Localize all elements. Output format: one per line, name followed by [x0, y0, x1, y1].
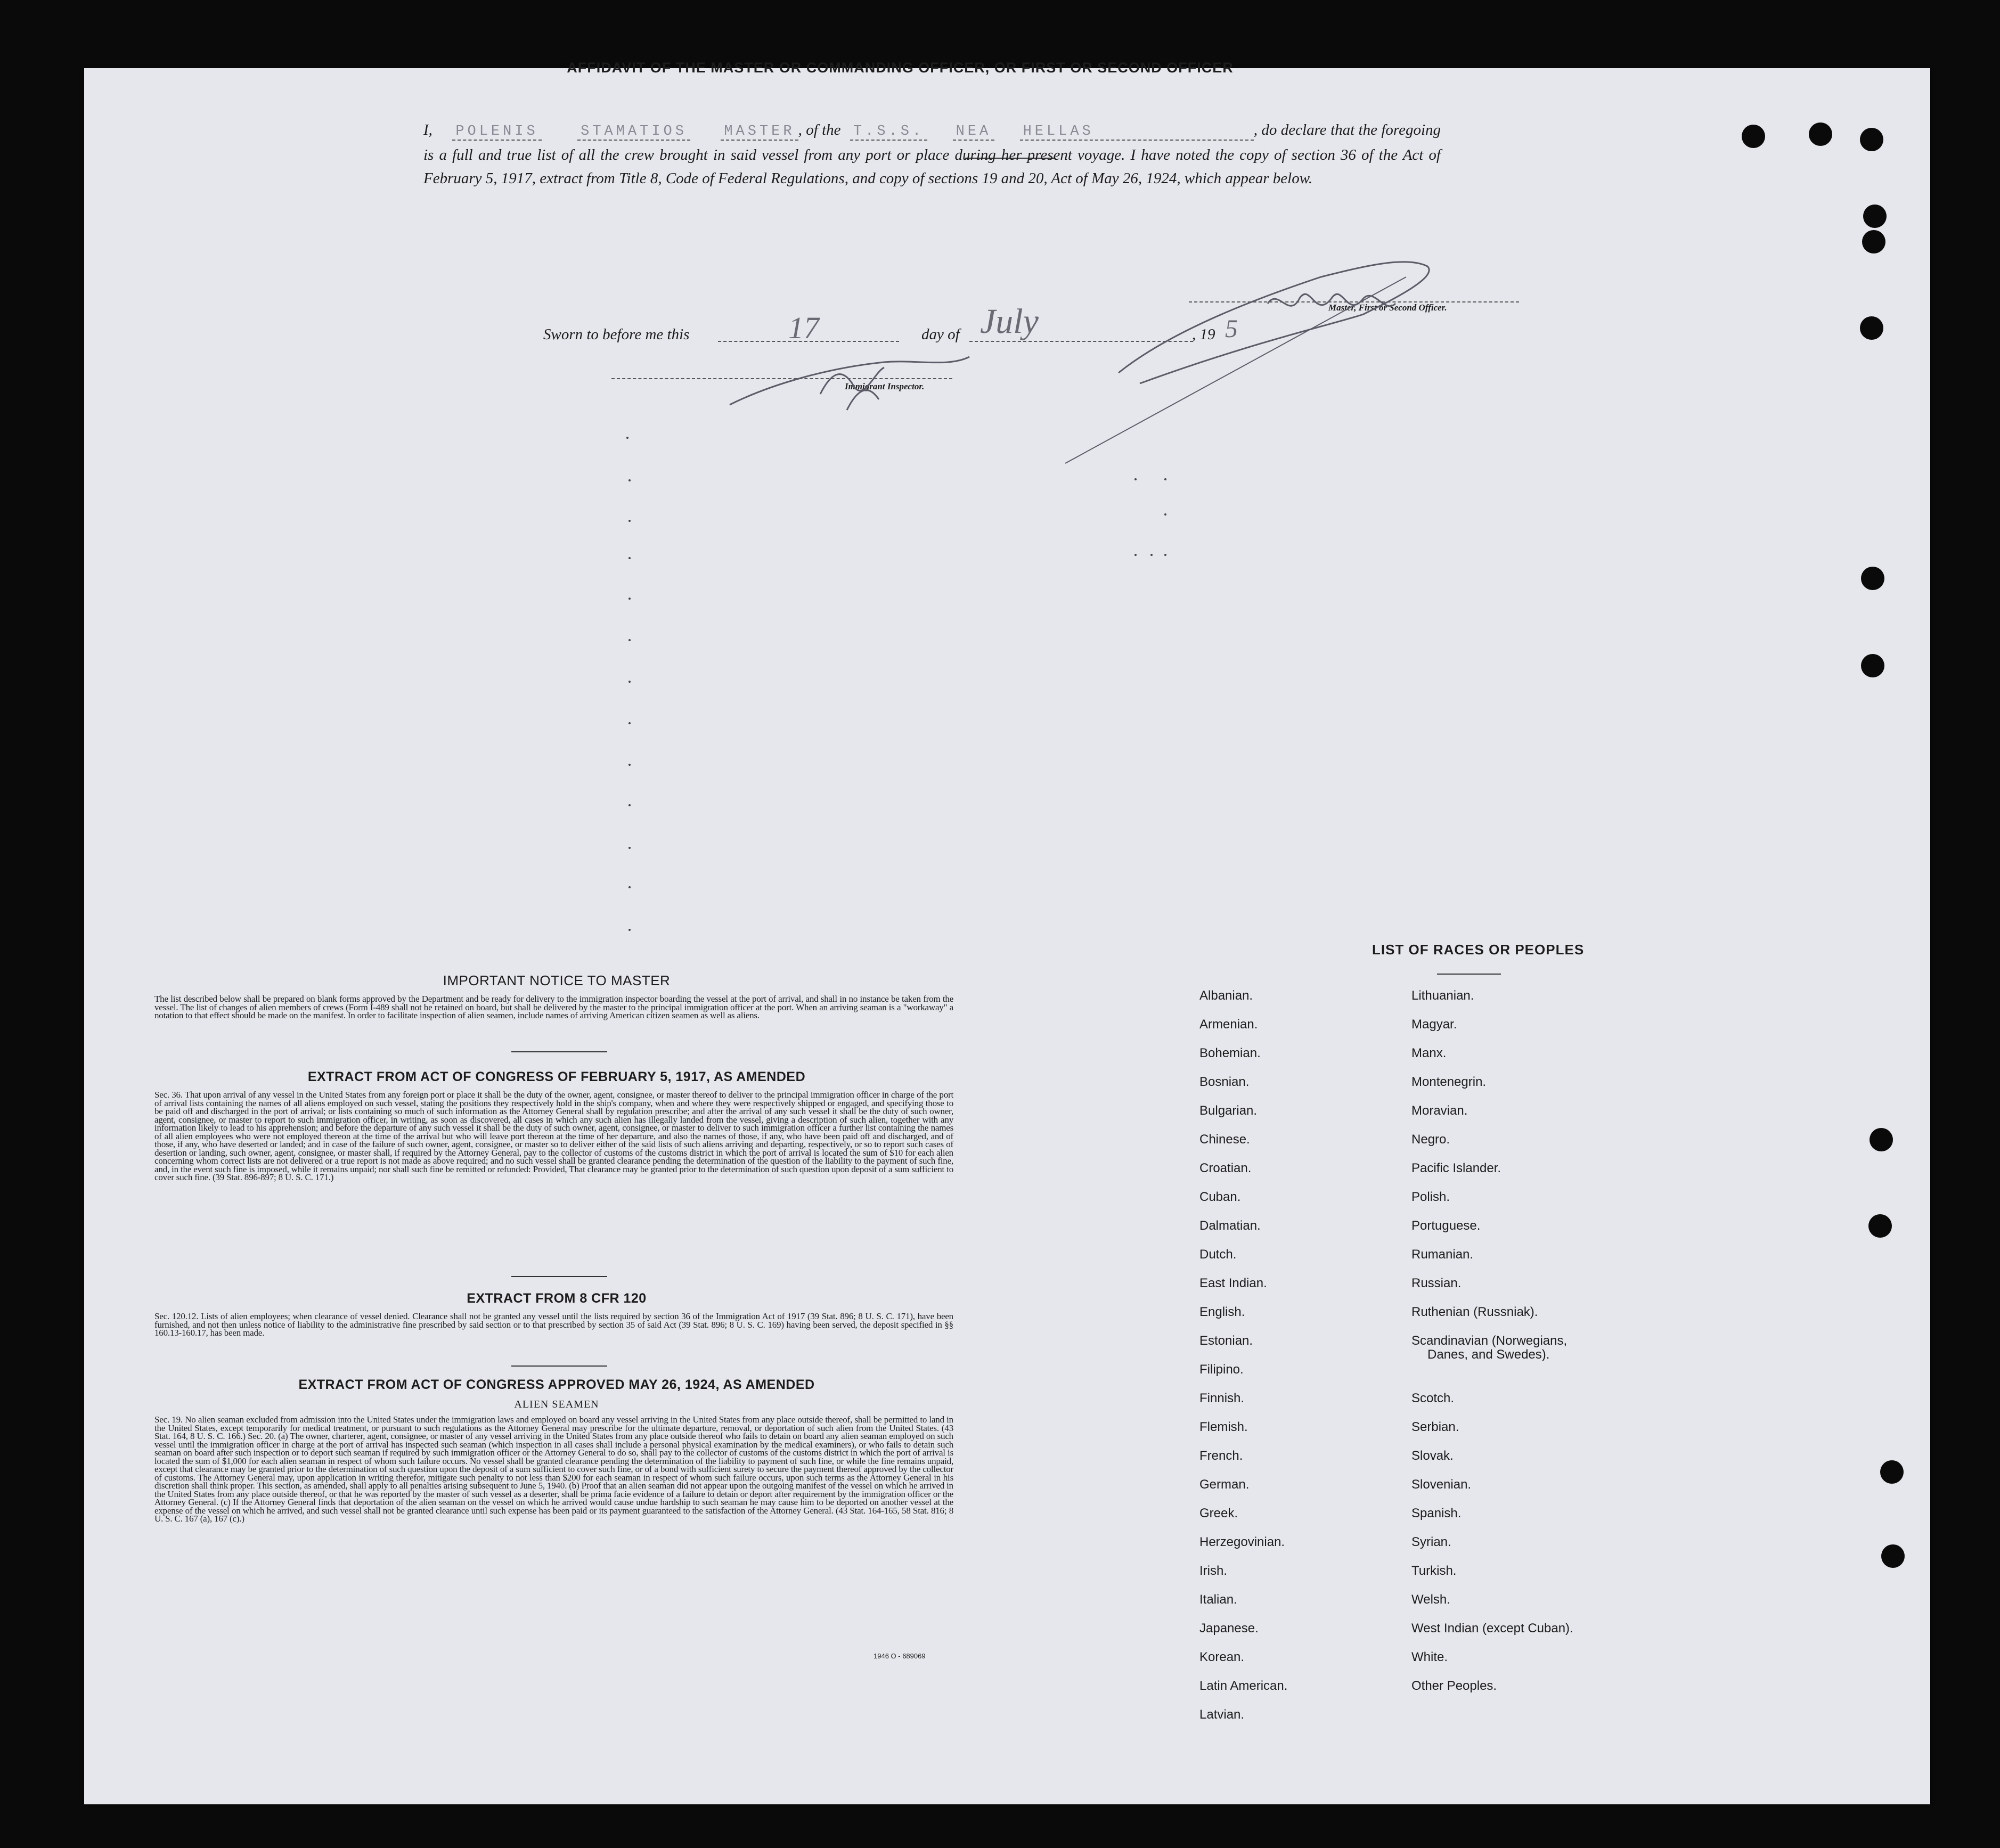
race-item: Bosnian.	[1199, 1075, 1250, 1089]
column-marker	[628, 681, 631, 683]
vessel-name-field-2: HELLAS	[1020, 124, 1254, 141]
race-item: Estonian.	[1199, 1334, 1253, 1348]
rank-field: MASTER	[721, 124, 798, 141]
race-item: Bulgarian.	[1199, 1103, 1258, 1118]
punch-hole	[1742, 125, 1765, 148]
year-handwritten: 5	[1225, 315, 1238, 343]
column-marker	[628, 520, 631, 522]
column-marker	[628, 804, 631, 806]
column-marker	[1134, 478, 1137, 480]
punch-hole	[1868, 1214, 1892, 1238]
day-handwritten: 17	[788, 310, 819, 345]
race-item: Polish.	[1411, 1190, 1450, 1204]
inspector-signature-line	[611, 378, 952, 379]
day-of-label: day of	[921, 326, 960, 343]
print-code: 1946 O - 689069	[874, 1652, 926, 1660]
column-marker	[1134, 554, 1137, 556]
column-marker	[1164, 554, 1166, 556]
punch-hole	[1880, 1460, 1904, 1484]
section-rule	[511, 1365, 607, 1367]
race-item: Latvian.	[1199, 1707, 1245, 1722]
race-item: Latin American.	[1199, 1679, 1288, 1693]
race-item: Japanese.	[1199, 1621, 1259, 1636]
column-marker	[628, 557, 631, 559]
race-item: Flemish.	[1199, 1420, 1248, 1434]
race-item: Serbian.	[1411, 1420, 1459, 1434]
race-item: Dalmatian.	[1199, 1219, 1261, 1233]
race-item: Portuguese.	[1411, 1219, 1481, 1233]
extract-1924-text: Sec. 19. No alien seaman excluded from admission into the United States under the immigration laws and employed on board any vessel arriving in the United States from any place outside thereof, shall be permitted to land in the United States, except temporarily for medical treatment, or pursuant to such regulations as the Attorney General may prescribe for the ultimate departure, removal, or deportation of such alien from the United States. (43 Stat. 164, 8 U. S. C. 166.) Sec. 20. (a) The owner, charterer, agent, consignee, or master of any vessel arriving in the United States from any place outside thereof who fails to detain on board any alien seaman employed on such vessel until the immigration officer in charge at the port of arrival has inspected such seaman (which inspection in all cases shall include a personal physical examination by the medical examiners), or who fails to detain such seaman on board after such inspection or to deport such seaman if required by such immigration officer or the Attorney General to do so, shall pay to the collector of customs of the customs district in which the port of arrival is located the sum of $1,000 for each alien seaman in respect of whom such failure occurs. No vessel shall be granted clearance pending the determination of the liability to payment of such fine, or while the fine remains unpaid, except that clearance may be granted prior to the determination of such question upon the deposit of a sum sufficient to cover such fine, or of a bond with sufficient surety to secure the payment thereof approved by the collector of customs. The Attorney General may, upon application in writing therefor, mitigate such penalty to not less than $200 for each seaman in respect of whom such failure occurs, upon such terms as the Attorney General in his discretion shall think proper. This section, as amended, shall apply to all penalties arising subsequent to June 5, 1940. (b) Proof that an alien seaman did not appear upon the outgoing manifest of the vessel on which he arrived in the United States from any place outside thereof, or that he was reported by the master of such vessel as a deserter, shall be prima facie evidence of a failure to detain or deport after requirement by the immigration officer or the Attorney General. (c) If the Attorney General finds that deportation of the alien seaman on the vessel on which he arrived would cause undue hardship to such seaman he may cause him to be deported on another vessel at the expense of the vessel on which he arrived, and such vessel shall not be granted clearance until such expense has been paid or its payment guaranteed to the satisfaction of the Attorney General. (43 Stat. 164-165, 58 Stat. 816; 8 U. S. C. 167 (a), 167 (c).)	[154, 1414, 953, 1524]
column-marker	[628, 886, 631, 888]
column-marker	[1164, 478, 1166, 480]
race-item: White.	[1411, 1650, 1448, 1664]
section-rule	[511, 1051, 607, 1052]
race-item: Danes, and Swedes).	[1427, 1347, 1550, 1362]
race-item: Scandinavian (Norwegians,	[1411, 1334, 1568, 1348]
race-item: Cuban.	[1199, 1190, 1241, 1204]
race-item: English.	[1199, 1305, 1245, 1319]
punch-hole	[1860, 316, 1883, 340]
race-item: Bohemian.	[1199, 1046, 1261, 1060]
race-item: Welsh.	[1411, 1592, 1450, 1607]
race-item: Filipino.	[1199, 1362, 1244, 1377]
section-rule	[511, 1276, 607, 1277]
officer-caption: Master, First or Second Officer.	[1328, 302, 1447, 313]
master-surname-field: POLENIS	[452, 124, 541, 141]
race-item: French.	[1199, 1449, 1243, 1463]
extract-cfr-title: EXTRACT FROM 8 CFR 120	[467, 1291, 647, 1306]
sworn-line: Sworn to before me this	[543, 326, 690, 343]
race-item: Russian.	[1411, 1276, 1462, 1290]
race-item: East Indian.	[1199, 1276, 1267, 1290]
punch-hole	[1881, 1544, 1905, 1568]
race-item: Rumanian.	[1411, 1247, 1474, 1262]
race-item: Scotch.	[1411, 1391, 1455, 1405]
notice-title: IMPORTANT NOTICE TO MASTER	[443, 972, 671, 988]
race-item: Ruthenian (Russniak).	[1411, 1305, 1538, 1319]
race-item: Korean.	[1199, 1650, 1245, 1664]
race-item: Irish.	[1199, 1564, 1228, 1578]
punch-hole	[1861, 567, 1884, 590]
column-marker	[628, 479, 631, 481]
race-item: Slovak.	[1411, 1449, 1454, 1463]
column-marker	[1164, 513, 1166, 516]
punch-hole	[1863, 205, 1887, 228]
punch-hole	[1862, 230, 1885, 254]
race-item: Croatian.	[1199, 1161, 1252, 1175]
extract-1924-subtitle: ALIEN SEAMEN	[514, 1399, 599, 1410]
column-marker	[628, 598, 631, 600]
column-marker	[628, 929, 631, 931]
column-marker	[628, 764, 631, 766]
month-handwritten: July	[980, 302, 1039, 341]
race-item: Manx.	[1411, 1046, 1447, 1060]
column-marker	[628, 722, 631, 724]
race-item: Herzegovinian.	[1199, 1535, 1285, 1549]
notice-text: The list described below shall be prepared on blank forms approved by the Department and be ready for delivery to the immigration inspector boarding the vessel at the port of arrival, and shall in no instance be taken from the vessel. The list of changes of alien members of crews (Form I-489 shall not be retained on board, but shall be delivered by the master to the principal immigration officer at the port. When an arriving seaman is a "workaway" a notation to that effect should be made on the manifest. In order to facilitate inspection of alien seamen, include names of arriving American citizen seamen as well as aliens.	[154, 994, 953, 1020]
affidavit-body: that the foregoing is a full and true list of all the crew brought in said vessel from any port or place during her present voyage. I have noted the copy of section 36 of the Act of February 5, 1917, extract from Title 8, Code of Federal Regulations, and copy of sections 19 and 20, Act of May 26, 1924, which appear below.	[423, 121, 1441, 187]
races-title: LIST OF RACES OR PEOPLES	[1372, 942, 1585, 958]
race-item: Syrian.	[1411, 1535, 1451, 1549]
race-item: Turkish.	[1411, 1564, 1457, 1578]
race-item: Chinese.	[1199, 1132, 1250, 1147]
race-item: Slovenian.	[1411, 1477, 1472, 1492]
extract-1917-text: Sec. 36. That upon arrival of any vessel in the United States from any foreign port or place it shall be the duty of the owner, agent, consignee, or master thereof to deliver to the principal immigration officer in charge of the port of arrival lists containing the names of all aliens employed on such vessel, stating the positions they respectively hold in the ship's company, when and where they were respectively shipped or engaged, and specifying those to be paid off and discharged in the port of arrival; or lists containing so much of such information as the Attorney General shall by regulation prescribe; and after the arrival of any such vessel it shall be the duty of such owner, agent, consignee, or master to report to such immigration officer, in writing, as soon as discovered, all cases in which any such alien has illegally landed from the vessel, giving a description of such alien, together with any information likely to lead to his apprehension; and before the departure of any such vessel it shall be the duty of such owner, agent, consignee, or master to deliver to such immigration officer a further list containing the names of all alien employees who were not employed thereon at the time of the arrival but who will leave port thereon at the time of her departure, and also the names of those, if any, who have been paid off and discharged, and of those, if any, who have deserted or landed; and in case of the failure of such owner, agent, consignee, or master so to deliver either of the said lists of such aliens arriving and departing, respectively, or so to report such cases of desertion or landing, such owner, agent, consignee, or master shall, if required by the Attorney General, pay to the collector of customs of the customs district in which the port of arrival is located the sum of $10 for each alien concerning whom correct lists are not delivered or a true report is not made as above required; and no such vessel shall be granted clearance pending the determination of the question of the liability to the payment of such fine, and, in the event such fine is imposed, while it remains unpaid; nor shall such fine be remitted or refunded: Provided, That clearance may be granted prior to the determination of such question upon deposit of a sum sufficient to cover such fine. (39 Stat. 896-897; 8 U. S. C. 171.)	[154, 1090, 953, 1182]
race-item: Greek.	[1199, 1506, 1238, 1520]
race-item: Pacific Islander.	[1411, 1161, 1501, 1175]
races-title-rule	[1437, 974, 1501, 975]
race-item: Spanish.	[1411, 1506, 1462, 1520]
race-item: Montenegrin.	[1411, 1075, 1487, 1089]
race-item: Armenian.	[1199, 1017, 1258, 1032]
punch-hole	[1861, 654, 1884, 677]
vessel-name-field: NEA	[953, 124, 995, 141]
affidavit-statement: I, POLENIS STAMATIOS MASTER , of the T.S.S. NEA HELLAS , do declare that the foregoing is a full and true list of all the crew brought in said vessel from any port or place during her present voyage. I have noted the copy of section 36 of the Act of February 5, 1917, extract from Title 8, Code of Federal Regulations, and copy of sections 19 and 20, Act of May 26, 1924, which appear below.	[423, 121, 1441, 187]
column-marker	[1150, 554, 1153, 556]
race-item: West Indian (except Cuban).	[1411, 1621, 1573, 1636]
column-marker	[628, 847, 631, 849]
race-item: Negro.	[1411, 1132, 1450, 1147]
race-item: German.	[1199, 1477, 1250, 1492]
extract-1924-title: EXTRACT FROM ACT OF CONGRESS APPROVED MAY 26, 1924, AS AMENDED	[298, 1377, 815, 1392]
punch-hole	[1870, 1128, 1893, 1151]
vessel-type-field: T.S.S.	[850, 124, 927, 141]
extract-cfr-text: Sec. 120.12. Lists of alien employees; when clearance of vessel denied. Clearance shall not be granted any vessel until the lists required by section 36 of the Immigration Act of 1917 (39 Stat. 896; 8 U. S. C. 171), have been furnished, and not then unless notice of liability to the administrative fine prescribed by said section or to that prescribed by section 35 of said Act (39 Stat. 896; 8 U. S. C. 169) having been served, the deposit specified in §§ 160.13-160.17, has been made.	[154, 1311, 953, 1338]
master-given-name-field: STAMATIOS	[577, 124, 690, 141]
year-label: , 19	[1192, 326, 1215, 343]
race-item: Other Peoples.	[1411, 1679, 1497, 1693]
punch-hole	[1809, 122, 1832, 146]
race-item: Magyar.	[1411, 1017, 1457, 1032]
column-marker	[626, 437, 628, 439]
inspector-caption: Immigrant Inspector.	[845, 381, 925, 391]
document-title: AFFIDAVIT OF THE MASTER OR COMMANDING OFFICER, OR FIRST OR SECOND OFFICER	[567, 60, 1234, 76]
column-marker	[628, 639, 631, 641]
race-item: Finnish.	[1199, 1391, 1245, 1405]
race-item: Italian.	[1199, 1592, 1237, 1607]
race-item: Albanian.	[1199, 988, 1253, 1003]
punch-hole	[1860, 128, 1883, 151]
race-item: Moravian.	[1411, 1103, 1468, 1118]
extract-1917-title: EXTRACT FROM ACT OF CONGRESS OF FEBRUARY 5, 1917, AS AMENDED	[307, 1069, 806, 1084]
race-item: Lithuanian.	[1411, 988, 1474, 1003]
race-item: Dutch.	[1199, 1247, 1237, 1262]
